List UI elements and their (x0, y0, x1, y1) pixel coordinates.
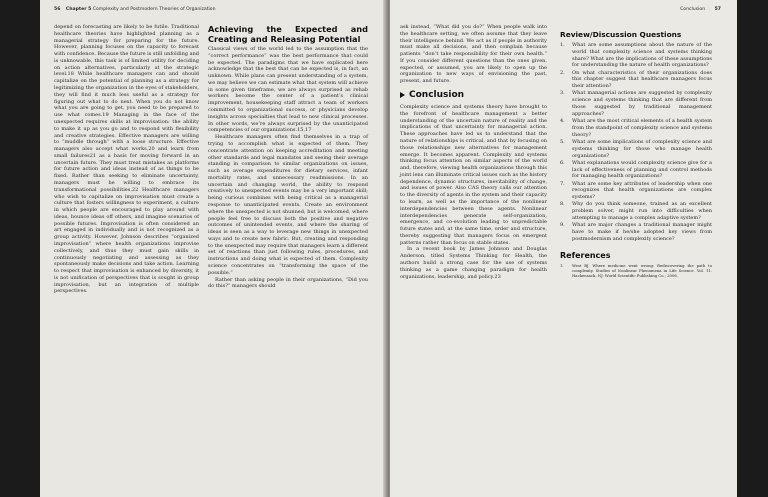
right-column-1 (400, 24, 547, 280)
question-number: 6. (560, 159, 565, 166)
review-question (560, 139, 712, 159)
question-number: 1. (560, 42, 565, 48)
question-number: 2. (560, 69, 565, 76)
body-paragraph: Complexity science and systems theory have brought to the forefront of healthcare management a better understanding of the uncertain nature of reality and the implications of that uncertainty for managerial action. These approaches have led us to understand that the nature of relationships is critical, and that by focusing on those relationships new alternatives for management emerge. It becomes apparent. Complexity and systems thinking focus attention on similar aspects of the world and, therefore, viewing health organizations through this joint lens can illuminate critical issues such as the history dependence, dynamic structures, inevitability of change, and issues of power. Also CAS theory calls our attention to the diversity of agents in the system and their capacity to learn, as well as the importance of the nonlinear interdependencies between these agents. Nonlinear interdependencies generate self-organization, emergence, and co-evolution leading to unpredictable future states and, at the same time, order and structure, thereby suggesting that managers focus on emergent patterns rather than focus on stable states. (400, 104, 547, 246)
body-paragraph: Rather than asking people in their organizations, “Did you do this?” managers should (208, 276, 368, 290)
left-page-number: 56 (54, 7, 61, 12)
question-text: What explanations would complexity science give for a lack of effectiveness of planning and control methods for managing health organizations? (572, 159, 712, 180)
body-paragraph: In a recent book by James Johnson and Douglas Anderson, titled Systems Thinking for Health, the authors build a strong case for the use of systems thinking as a game changing paradigm for health organizations, leadership, and policy.23 (400, 246, 547, 280)
question-text: What are some implications of complexity science and systems thinking for those who manage health organizations? (572, 138, 712, 159)
left-page (40, 0, 386, 497)
question-number: 5. (560, 138, 565, 145)
review-question (560, 222, 712, 242)
question-text: What are major changes a traditional manager might have to make if he/she adopted key views from postmodernism and complexity science? (572, 222, 712, 242)
question-number: 7. (560, 180, 565, 187)
question-text: What are some assumptions about the nature of the world that complexity science and systems thinking share? What are the implications of these assumptions for understanding the nature of health organizations? (572, 42, 712, 69)
right-page (390, 0, 737, 497)
chapter-title: Complexity and Postmodern Theories of Organization (92, 7, 216, 12)
review-question (560, 42, 712, 69)
body-paragraph: Healthcare managers often find themselves in a trap of trying to accomplish what is expected of them. They concentrate attention on keeping accreditation and meeting other standards and legal mandates and seeing their average standing in comparison to similar organizations on issues, such as average expenditures for dietary services, infant mortality rates, and unnecessary readmissions. In an uncertain and changing world, the ability to respond creatively to unexpected events may be a very important skill; being curious combines with being critical as a managerial response to unanticipated events. Create an environment where the unexpected is not shunned, but is welcomed, where people feel free to discuss both the positive and negative outcomes of unintended events, and where the sharing of ideas is seen as a way to leverage new things in unexpected ways and to create new fabric. But, creating and responding to the unexpected may require that managers learn a different set of reactions than just following rules, procedures, and instructions and doing what is expected of them. Complexity science concentrates on “transforming the space of the possible.” (208, 134, 368, 276)
left-column-2 (208, 24, 368, 290)
question-number: 4. (560, 118, 565, 125)
review-questions-heading: Review/Discussion Questions (560, 30, 682, 39)
right-running-title: Conclusion (680, 7, 706, 12)
references-heading: References (560, 250, 611, 260)
question-text: Why do you think someone, trained as an excellent problem solver, might run into difficulties when attempting to manage a complex adaptive system? (572, 201, 712, 222)
review-question (560, 90, 712, 117)
body-paragraph: ask instead, “What did you do?” When people walk into the healthcare setting, we often assume that they leave their intelligence behind. We act as if people in authority must make all decisions, and then complain because patients “don’t take responsibility for their own health.” If you consider different questions than the ones given, expected, or assumed, you are likely to open up the organization to new ways of envisioning the past, present, and future. (400, 24, 547, 85)
review-question (560, 201, 712, 221)
review-question (560, 70, 712, 90)
reference-entry (560, 263, 712, 278)
left-running-head (54, 7, 216, 12)
question-text: What are the most critical elements of a health system from the standpoint of complexity science and systems theory? (572, 118, 712, 138)
question-number: 3. (560, 90, 565, 97)
conclusion-heading-row (400, 90, 547, 100)
review-question (560, 160, 712, 180)
question-text: What are some key attributes of leadership when one recognizes that health organizations are complex systems? (572, 180, 712, 201)
right-running-head (680, 7, 721, 12)
review-question (560, 181, 712, 201)
right-column-2 (560, 30, 712, 278)
reference-text: West BJ. Where medicine went wrong: Rediscovering the path to complexity. Studies of Nonlinear Phenomena in Life Science. Vol. 11. Hackensack, NJ: World Scientific Publishing Co.; 2006. (572, 262, 712, 278)
question-number: 8. (560, 201, 565, 208)
conclusion-heading: Conclusion (409, 90, 465, 101)
review-questions-list (560, 42, 712, 243)
right-page-number: 57 (714, 7, 721, 12)
review-question (560, 118, 712, 138)
question-text: On what characteristics of their organizations does this chapter suggest that healthcare managers focus their attention? (572, 69, 712, 90)
question-text: What managerial actions are suggested by complexity science and systems thinking that are different from those suggested by traditional management approaches? (572, 90, 712, 117)
body-paragraph: depend on forecasting are likely to be futile. Traditional healthcare theories have highlighted planning as a managerial strategy for preparing for the future. However, planning focuses on the capacity to forecast with confidence. Because the future is still unfolding and is unknowable, this task is of limited utility for deciding on action alternatives, particularly at the strategic level.18 While healthcare managers can and should capitalize on the potential of planning as a strategy for legitimizing the organization in the eyes of stakeholders, they will find it much less useful as a strategy for figuring out what to do next. When you do not know what you are going to get, you need to be prepared to use what comes.19 Managing in the face of the unexpected requires skills at improvisation: the ability to make it up as you go and to respond with flexibility and creative strategies. Effective managers are willing to “muddle through” with a loose structure. Effective managers also accept what works,20 and learn from small failures21 as a basis for moving forward in an uncertain future. They must treat mistakes as platforms for future action and ideas instead of as things to be fixed. Rather than seeking to eliminate uncertainty, managers must be willing to embrace its transformational possibilities.22 Healthcare managers who wish to capitalize on improvisation must create a culture that fosters willingness to experiment, a culture in which people are encouraged to play around with ideas, bounce ideas off others, and imagine scenarios of possible futures. Improvisation is often considered an art engaged in individually and is not recognized as a group activity. However, Johnson describes “organized improvisation” where health organizations improvise collectively, and thus they must gain skills in continuously negotiating and assessing as they spontaneously make decisions and take action. Learning to respect that improvisation is enhanced by diversity, it is not unification of perspectives that is sought in group improvisation, but an integration of multiple perspectives. (54, 24, 199, 295)
body-paragraph: Classical views of the world led to the assumption that the “correct performance” was the best performance that could be expected. The paradigms that we have explicated here acknowledge that the best that can be expected is, in fact, an unknown. While plans can present understanding of a system, we may believe we can estimate what that system will achieve in some given timeframe, we are always surprised as rehab workers become the center of a patient’s clinical improvement, housekeeping staff attract a team of workers committed to organizational success, or physicians develop insights across specialties that lead to new clinical processes. In other words, we’re always surprised by the unanticipated competencies of our organizations.15,17 (208, 46, 368, 134)
chapter-label: Chapter 5 (65, 7, 92, 12)
question-number: 9. (560, 222, 565, 229)
section-heading-expected: Achieving the Expected and Creating and Releasing Potential (208, 24, 368, 44)
section-triangle-icon (400, 92, 405, 98)
reference-number: 1. (560, 262, 564, 268)
left-column-1 (54, 24, 199, 295)
references-list (560, 263, 712, 278)
